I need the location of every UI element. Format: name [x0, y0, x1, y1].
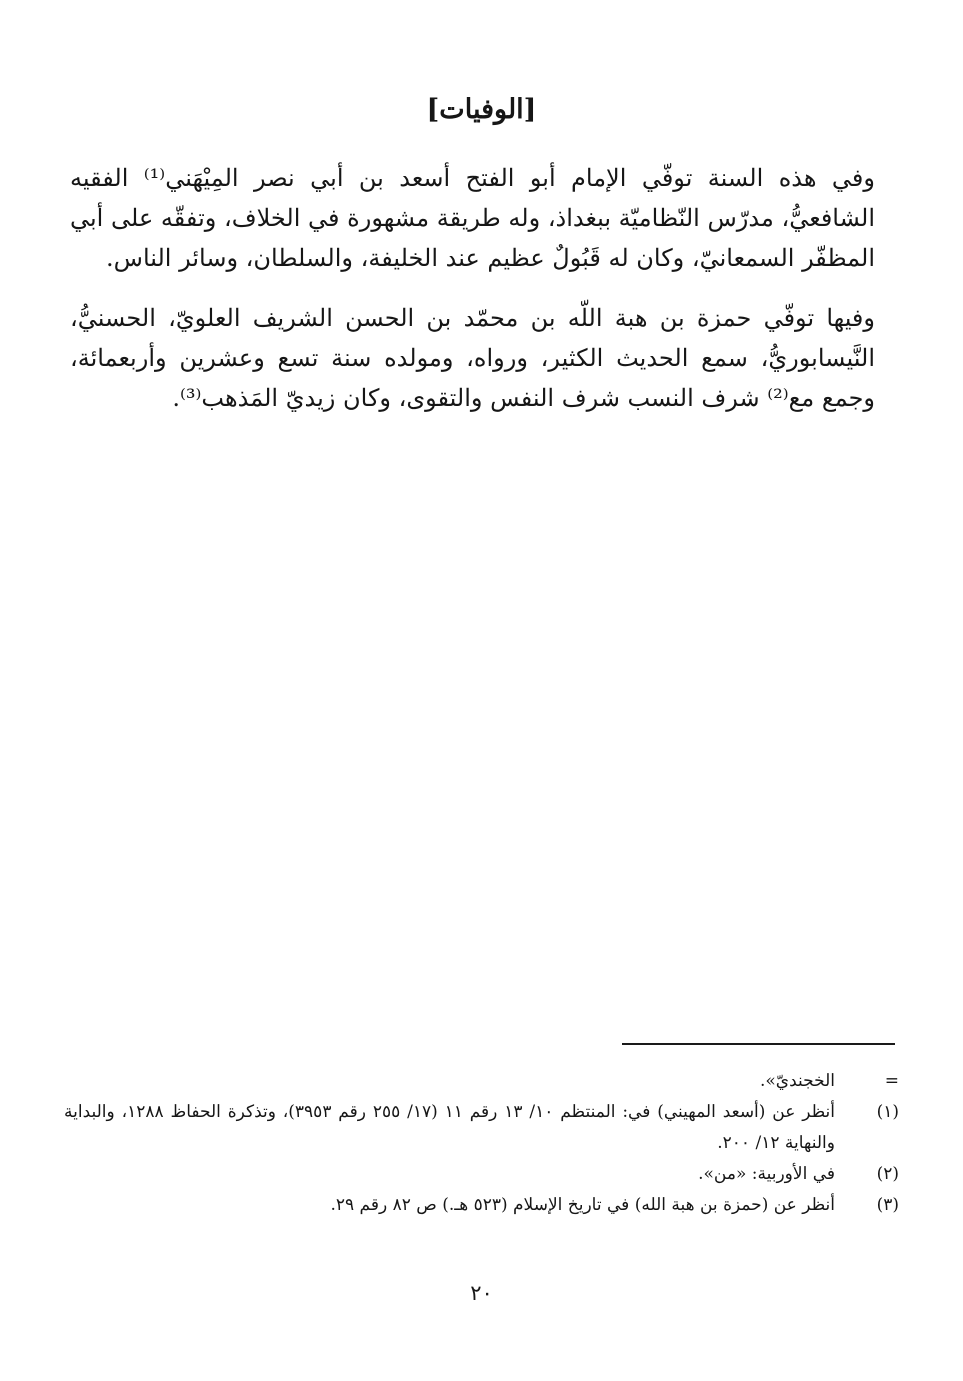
- page-number: ٢٠: [470, 1281, 493, 1305]
- footnote-number: (١): [876, 1102, 899, 1122]
- footnote-number: (٢): [876, 1164, 899, 1184]
- footnote-separator: [622, 1043, 895, 1045]
- paragraph-1: وفي هذه السنة توفّي الإمام أبو الفتح أسعد بن أبي نصر المِيْهَني⁽¹⁾ الفقيه الشافعيُّ، مدرّس النّظاميّة ببغداذ، وله طريقة مشهورة في الخلاف، وتفقّه على أبي المظفّر السمعانيّ، وكان له قَبُولٌ عظيم عند الخليفة، والسلطان، وسائر الناس.: [70, 164, 875, 272]
- footnote-marker: =: [884, 1071, 899, 1091]
- footnote-3: [64, 1190, 899, 1221]
- footnote-text: أنظر عن (أسعد المهيني) في: المنتظم ١٠/ ١٣ رقم ١١ (١٧/ ٢٥٥ رقم ٣٩٥٣)، وتذكرة الحفاظ ١٢٨٨، والبداية والنهاية ١٢/ ٢٠٠.: [64, 1102, 835, 1153]
- footnote-text: أنظر عن (حمزة بن هبة الله) في تاريخ الإسلام (٥٢٣ هـ.) ص ٨٢ رقم ٢٩.: [330, 1195, 835, 1215]
- footnote-continuation: [64, 1066, 899, 1097]
- footnote-1: [64, 1097, 899, 1159]
- paragraph-2: وفيها توفّي حمزة بن هبة اللّه بن محمّد بن الحسن الشريف العلويّ، الحسنيُّ، النَّيسابوريُّ، سمع الحديث الكثير، ورواه، ومولده سنة تسع وعشرين وأربعمائة، وجمع مع⁽²⁾ شرف النسب شرف النفس والتقوى، وكان زيديّ المَذهب⁽³⁾.: [70, 304, 876, 412]
- footnotes: [64, 1066, 899, 1221]
- section-heading: [الوفيات]: [426, 94, 537, 125]
- footnote-text: الخجنديّ».: [759, 1071, 835, 1091]
- footnote-number: (٣): [876, 1195, 899, 1215]
- footnote-text: في الأوربية: «من».: [698, 1164, 835, 1184]
- footnote-2: [64, 1159, 899, 1190]
